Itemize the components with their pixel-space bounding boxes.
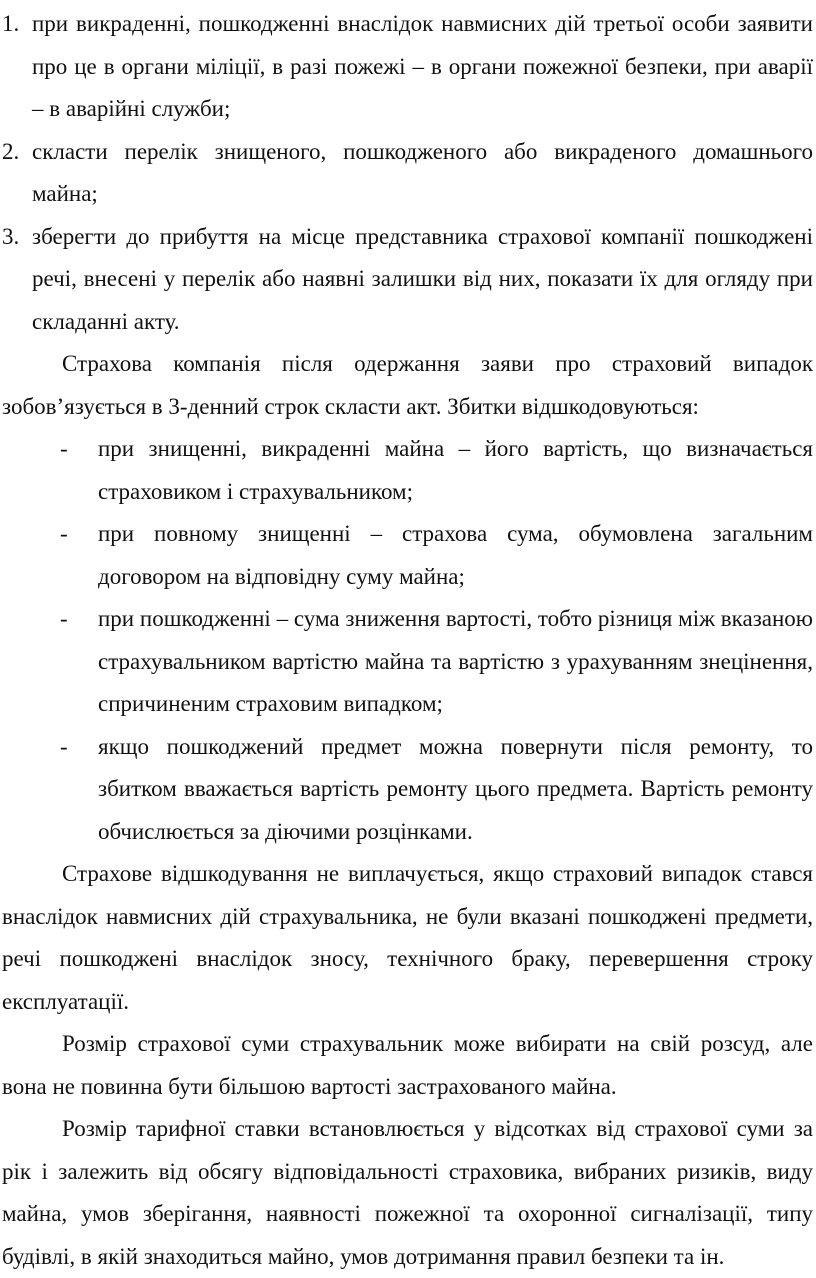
dash-list-item-3 <box>2 598 813 726</box>
paragraph-claim-act: Страхова компанія після одержання заяви про страховий випадок зобов’язується в 3-денний строк скласти акт. Збитки відшкодовуються: <box>2 351 813 419</box>
paragraph-no-compensation: Страхове відшкодування не виплачується, якщо страховий випадок стався внаслідок навмисних дій страхувальника, не були вказані пошкоджені предмети, речі пошкоджені внаслідок зносу, технічного браку, перевершення строку експлуатації. <box>2 861 813 1014</box>
list-item-text: при викраденні, пошкодженні внаслідок навмисних дій третьої особи заявити про це в органи міліції, в разі пожежі – в органи пожежної безпеки, при аварії – в аварійні служби; <box>32 11 813 121</box>
numbered-list-item-1 <box>2 3 813 131</box>
list-dash: - <box>60 733 68 759</box>
numbered-list-item-3 <box>2 216 813 344</box>
list-dash: - <box>60 521 68 546</box>
list-item-text: зберегти до прибуття на місце представника страхової компанії пошкоджені речі, внесені у перелік або наявні залишки від них, показати їх для огляду при складанні акту. <box>32 223 813 334</box>
paragraph-insured-sum: Розмір страхової суми страхувальник може вибирати на свій розсуд, але вона не повинна бути більшою вартості застрахованого майна. <box>2 1031 813 1099</box>
list-item-text: при пошкодженні – сума зниження вартості, тобто різниця між вказаною страхувальником вартістю майна та вартістю з урахуванням знецінення, спричиненим страховим випадком; <box>98 606 813 716</box>
dash-list-item-1 <box>2 428 813 513</box>
list-number: 1. <box>2 11 20 36</box>
list-dash: - <box>60 606 68 631</box>
dash-list-item-2 <box>2 513 813 598</box>
paragraph-tariff-rate: Розмір тарифної ставки встановлюється у відсотках від страхової суми за рік і залежить від обсягу відповідальності страховика, вибраних ризиків, виду майна, умов зберігання, наявності пожежної та охоронної сигналізації, типу будівлі, в якій знаходиться майно, умов дотримання правил безпеки та ін. <box>2 1116 813 1269</box>
list-item-text: якщо пошкоджений предмет можна повернути після ремонту, то збитком вважається вартість ремонту цього предмета. Вартість ремонту обчислюється за діючими розцінками. <box>98 733 813 844</box>
list-item-text: при повному знищенні – страхова сума, обумовлена загальним договором на відповідну суму майна; <box>98 521 813 589</box>
numbered-list-item-2 <box>2 131 813 216</box>
list-item-text: скласти перелік знищеного, пошкодженого або викраденого домашнього майна; <box>32 138 813 206</box>
list-dash: - <box>60 436 68 461</box>
list-item-text: при знищенні, викраденні майна – його вартість, що визначається страховиком і страхувальником; <box>98 436 813 504</box>
list-number: 3. <box>2 223 20 249</box>
dash-list-item-4 <box>2 726 813 854</box>
list-number: 2. <box>2 138 20 164</box>
